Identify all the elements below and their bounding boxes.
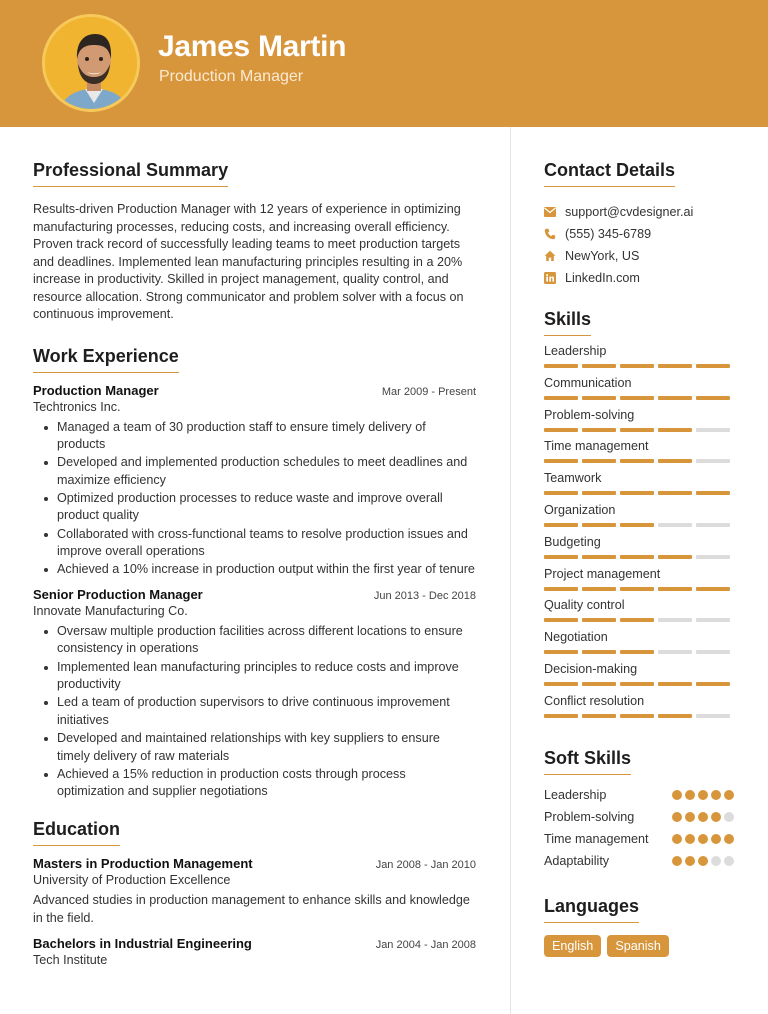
language-tag: English bbox=[544, 935, 601, 957]
section-title: Work Experience bbox=[33, 346, 179, 373]
skill-segment-filled bbox=[582, 587, 616, 591]
skill-item bbox=[544, 658, 734, 690]
rating-dot-filled bbox=[685, 790, 695, 800]
summary-section bbox=[33, 160, 476, 324]
degree-title: Bachelors in Industrial Engineering bbox=[33, 935, 252, 951]
section-title: Skills bbox=[544, 309, 591, 336]
education-description: Advanced studies in production management to enhance skills and knowledge in the field. bbox=[33, 892, 470, 925]
skill-segment-filled bbox=[582, 396, 616, 400]
skill-name: Decision-making bbox=[544, 661, 638, 676]
skill-segment-filled bbox=[582, 364, 616, 368]
skill-segment-filled bbox=[544, 714, 578, 718]
soft-skill-item bbox=[544, 828, 734, 850]
contact-text: NewYork, US bbox=[565, 249, 640, 263]
skill-segment-filled bbox=[582, 459, 616, 463]
candidate-name: James Martin bbox=[158, 30, 347, 63]
skill-segment-empty bbox=[696, 428, 730, 432]
skill-segment-filled bbox=[544, 396, 578, 400]
envelope-icon bbox=[544, 206, 556, 218]
skill-level-bar bbox=[544, 491, 730, 495]
skill-segment-filled bbox=[582, 428, 616, 432]
skill-segment-filled bbox=[544, 618, 578, 622]
education-section bbox=[33, 819, 476, 967]
rating-dot-filled bbox=[724, 790, 734, 800]
job-bullet: Led a team of production supervisors to drive continuous improvement initiatives bbox=[33, 694, 476, 729]
job-header bbox=[33, 587, 476, 602]
soft-skill-name: Time management bbox=[544, 831, 649, 846]
skill-name: Budgeting bbox=[544, 534, 601, 549]
job-bullets bbox=[33, 623, 476, 801]
skill-segment-filled bbox=[582, 650, 616, 654]
rating-dot-filled bbox=[685, 812, 695, 822]
soft-skill-list bbox=[544, 784, 734, 872]
skill-item bbox=[544, 404, 734, 436]
skill-segment-empty bbox=[696, 555, 730, 559]
skill-segment-filled bbox=[620, 555, 654, 559]
skill-segment-filled bbox=[620, 459, 654, 463]
skill-segment-filled bbox=[696, 587, 730, 591]
skill-name: Conflict resolution bbox=[544, 693, 645, 708]
skill-name: Quality control bbox=[544, 598, 625, 613]
skill-segment-filled bbox=[544, 491, 578, 495]
skill-item bbox=[544, 340, 734, 372]
person-avatar-icon bbox=[45, 17, 140, 112]
job-date: Mar 2009 - Present bbox=[381, 385, 476, 398]
skill-segment-empty bbox=[696, 714, 730, 718]
skill-segment-filled bbox=[544, 650, 578, 654]
work-section bbox=[33, 346, 476, 801]
skill-segment-empty bbox=[658, 523, 692, 527]
skill-segment-filled bbox=[620, 682, 654, 686]
education-date: Jan 2008 - Jan 2010 bbox=[375, 858, 476, 871]
job-bullet: Oversaw multiple production facilities across different locations to ensure consistency in operations bbox=[33, 623, 476, 658]
skill-name: Teamwork bbox=[544, 471, 602, 486]
skill-level-bar bbox=[544, 396, 730, 400]
skill-item bbox=[544, 690, 734, 722]
job-entry bbox=[33, 383, 476, 579]
skill-level-bar bbox=[544, 555, 730, 559]
language-tag: Spanish bbox=[607, 935, 669, 957]
skill-segment-filled bbox=[544, 364, 578, 368]
skill-segment-filled bbox=[544, 587, 578, 591]
skill-item bbox=[544, 626, 734, 658]
degree-title: Masters in Production Management bbox=[33, 855, 253, 871]
rating-dot-filled bbox=[711, 790, 721, 800]
summary-text: Results-driven Production Manager with 12 years of experience in optimizing manufacturing processes, reducing costs, and increasing overall efficiency. Proven track record of successfully leading teams to meet production targets and deadlines. Implemented lean manufacturing principles resulting in a 20% increase in productivity. Skilled in project management, quality control, and resource allocation. Strong communicator and problem solver with a focus on continuous improvement. bbox=[33, 202, 464, 321]
skill-level-bar bbox=[544, 364, 730, 368]
skill-segment-filled bbox=[582, 491, 616, 495]
skill-segment-filled bbox=[696, 364, 730, 368]
skill-segment-filled bbox=[620, 428, 654, 432]
skill-segment-filled bbox=[696, 396, 730, 400]
soft-skill-item bbox=[544, 806, 734, 828]
skill-segment-filled bbox=[620, 587, 654, 591]
education-entry bbox=[33, 936, 476, 967]
skill-item bbox=[544, 563, 734, 595]
job-list bbox=[33, 383, 476, 801]
job-bullet: Managed a team of 30 production staff to ensure timely delivery of products bbox=[33, 419, 476, 454]
skill-segment-filled bbox=[696, 682, 730, 686]
main-column bbox=[33, 160, 476, 985]
rating-dot-filled bbox=[685, 834, 695, 844]
skill-item bbox=[544, 435, 734, 467]
job-bullet: Implemented lean manufacturing principles to reduce costs and improve productivity bbox=[33, 659, 476, 694]
rating-dot-filled bbox=[711, 812, 721, 822]
phone-icon bbox=[544, 228, 556, 240]
skill-level-bar bbox=[544, 714, 730, 718]
skills-section bbox=[544, 309, 734, 722]
rating-dot-filled bbox=[672, 856, 682, 866]
skill-segment-filled bbox=[658, 364, 692, 368]
linkedin-icon bbox=[544, 272, 556, 284]
skill-segment-filled bbox=[696, 491, 730, 495]
skill-level-bar bbox=[544, 587, 730, 591]
skill-segment-empty bbox=[658, 650, 692, 654]
soft-skill-rating bbox=[672, 790, 734, 800]
skill-item bbox=[544, 594, 734, 626]
skill-level-bar bbox=[544, 428, 730, 432]
skill-segment-filled bbox=[658, 396, 692, 400]
skill-segment-filled bbox=[582, 714, 616, 718]
contact-item bbox=[544, 223, 734, 245]
skill-segment-filled bbox=[620, 618, 654, 622]
skill-segment-filled bbox=[544, 682, 578, 686]
job-bullet: Optimized production processes to reduce waste and improve overall product quality bbox=[33, 490, 476, 525]
soft-skill-name: Leadership bbox=[544, 787, 607, 802]
contact-item bbox=[544, 267, 734, 289]
contact-item bbox=[544, 245, 734, 267]
skill-level-bar bbox=[544, 618, 730, 622]
skill-name: Project management bbox=[544, 566, 661, 581]
contact-text: support@cvdesigner.ai bbox=[565, 205, 694, 219]
skill-segment-filled bbox=[620, 650, 654, 654]
profile-photo bbox=[42, 14, 140, 112]
job-entry bbox=[33, 587, 476, 801]
sidebar-column bbox=[544, 160, 734, 957]
skill-segment-filled bbox=[544, 523, 578, 527]
skill-segment-empty bbox=[696, 650, 730, 654]
skill-name: Negotiation bbox=[544, 630, 608, 645]
skill-name: Organization bbox=[544, 502, 616, 517]
rating-dot-filled bbox=[698, 856, 708, 866]
skill-name: Time management bbox=[544, 439, 649, 454]
rating-dot-filled bbox=[685, 856, 695, 866]
skill-level-bar bbox=[544, 459, 730, 463]
rating-dot-filled bbox=[672, 812, 682, 822]
rating-dot-filled bbox=[672, 834, 682, 844]
skill-segment-filled bbox=[658, 682, 692, 686]
skill-segment-empty bbox=[696, 459, 730, 463]
job-title: Production Manager bbox=[33, 382, 159, 398]
job-bullet: Collaborated with cross-functional teams to resolve production issues and improve overall operations bbox=[33, 526, 476, 561]
rating-dot-filled bbox=[672, 790, 682, 800]
skill-segment-filled bbox=[658, 491, 692, 495]
job-bullet: Achieved a 15% reduction in production costs through process optimization and supplier negotiations bbox=[33, 766, 476, 801]
rating-dot-filled bbox=[711, 834, 721, 844]
contact-item bbox=[544, 201, 734, 223]
skill-name: Leadership bbox=[544, 344, 607, 358]
skill-segment-filled bbox=[582, 523, 616, 527]
contact-text: (555) 345-6789 bbox=[565, 227, 652, 241]
school-name: University of Production Excellence bbox=[33, 872, 231, 887]
skill-item bbox=[544, 499, 734, 531]
rating-dot-empty bbox=[724, 812, 734, 822]
soft-skill-rating bbox=[672, 834, 734, 844]
skill-segment-filled bbox=[620, 714, 654, 718]
candidate-role: Production Manager bbox=[159, 68, 304, 85]
education-entry bbox=[33, 856, 476, 927]
skill-segment-filled bbox=[620, 396, 654, 400]
skill-list bbox=[544, 340, 734, 722]
rating-dot-empty bbox=[724, 856, 734, 866]
rating-dot-filled bbox=[698, 790, 708, 800]
education-list bbox=[33, 856, 476, 967]
skill-segment-empty bbox=[696, 523, 730, 527]
skill-level-bar bbox=[544, 650, 730, 654]
skill-segment-filled bbox=[620, 364, 654, 368]
education-header bbox=[33, 856, 476, 871]
header-banner bbox=[0, 0, 768, 127]
skill-segment-empty bbox=[658, 618, 692, 622]
skill-level-bar bbox=[544, 682, 730, 686]
soft-skills-section bbox=[544, 748, 734, 872]
job-bullet: Developed and maintained relationships with key suppliers to ensure timely delivery of raw materials bbox=[33, 730, 476, 765]
skill-name: Problem-solving bbox=[544, 407, 635, 422]
contact-text: LinkedIn.com bbox=[565, 271, 640, 285]
languages-section bbox=[544, 896, 734, 957]
skill-segment-filled bbox=[582, 555, 616, 559]
skill-level-bar bbox=[544, 523, 730, 527]
section-title: Contact Details bbox=[544, 160, 675, 187]
skill-segment-filled bbox=[620, 523, 654, 527]
job-date: Jun 2013 - Dec 2018 bbox=[373, 589, 476, 602]
soft-skill-name: Problem-solving bbox=[544, 809, 635, 824]
skill-segment-filled bbox=[544, 428, 578, 432]
skill-segment-filled bbox=[658, 587, 692, 591]
skill-segment-filled bbox=[658, 555, 692, 559]
contact-section bbox=[544, 160, 734, 289]
section-title: Languages bbox=[544, 896, 639, 923]
section-title: Soft Skills bbox=[544, 748, 631, 775]
skill-segment-filled bbox=[582, 682, 616, 686]
skill-item bbox=[544, 531, 734, 563]
skill-segment-filled bbox=[658, 714, 692, 718]
education-header bbox=[33, 936, 476, 951]
soft-skill-name: Adaptability bbox=[544, 853, 610, 868]
company-name: Innovate Manufacturing Co. bbox=[33, 603, 188, 618]
education-date: Jan 2004 - Jan 2008 bbox=[375, 938, 476, 951]
section-title: Professional Summary bbox=[33, 160, 228, 187]
skill-name: Communication bbox=[544, 375, 632, 390]
rating-dot-filled bbox=[698, 834, 708, 844]
skill-item bbox=[544, 372, 734, 404]
section-title: Education bbox=[33, 819, 120, 846]
language-list bbox=[544, 935, 734, 957]
contact-list bbox=[544, 201, 734, 289]
job-bullet: Developed and implemented production schedules to meet deadlines and maximize efficiency bbox=[33, 454, 476, 489]
rating-dot-empty bbox=[711, 856, 721, 866]
skill-segment-filled bbox=[658, 459, 692, 463]
skill-segment-filled bbox=[544, 459, 578, 463]
skill-item bbox=[544, 467, 734, 499]
rating-dot-filled bbox=[724, 834, 734, 844]
skill-segment-filled bbox=[620, 491, 654, 495]
skill-segment-filled bbox=[658, 428, 692, 432]
skill-segment-filled bbox=[582, 618, 616, 622]
column-divider bbox=[510, 127, 511, 1014]
soft-skill-rating bbox=[672, 812, 734, 822]
job-bullets bbox=[33, 419, 476, 579]
job-title: Senior Production Manager bbox=[33, 586, 203, 602]
company-name: Techtronics Inc. bbox=[33, 399, 121, 414]
rating-dot-filled bbox=[698, 812, 708, 822]
skill-segment-filled bbox=[544, 555, 578, 559]
soft-skill-item bbox=[544, 784, 734, 806]
soft-skill-item bbox=[544, 850, 734, 872]
soft-skill-rating bbox=[672, 856, 734, 866]
job-header bbox=[33, 383, 476, 398]
skill-segment-empty bbox=[696, 618, 730, 622]
job-bullet: Achieved a 10% increase in production output within the first year of tenure bbox=[33, 561, 476, 579]
home-icon bbox=[544, 250, 556, 262]
school-name: Tech Institute bbox=[33, 952, 108, 967]
